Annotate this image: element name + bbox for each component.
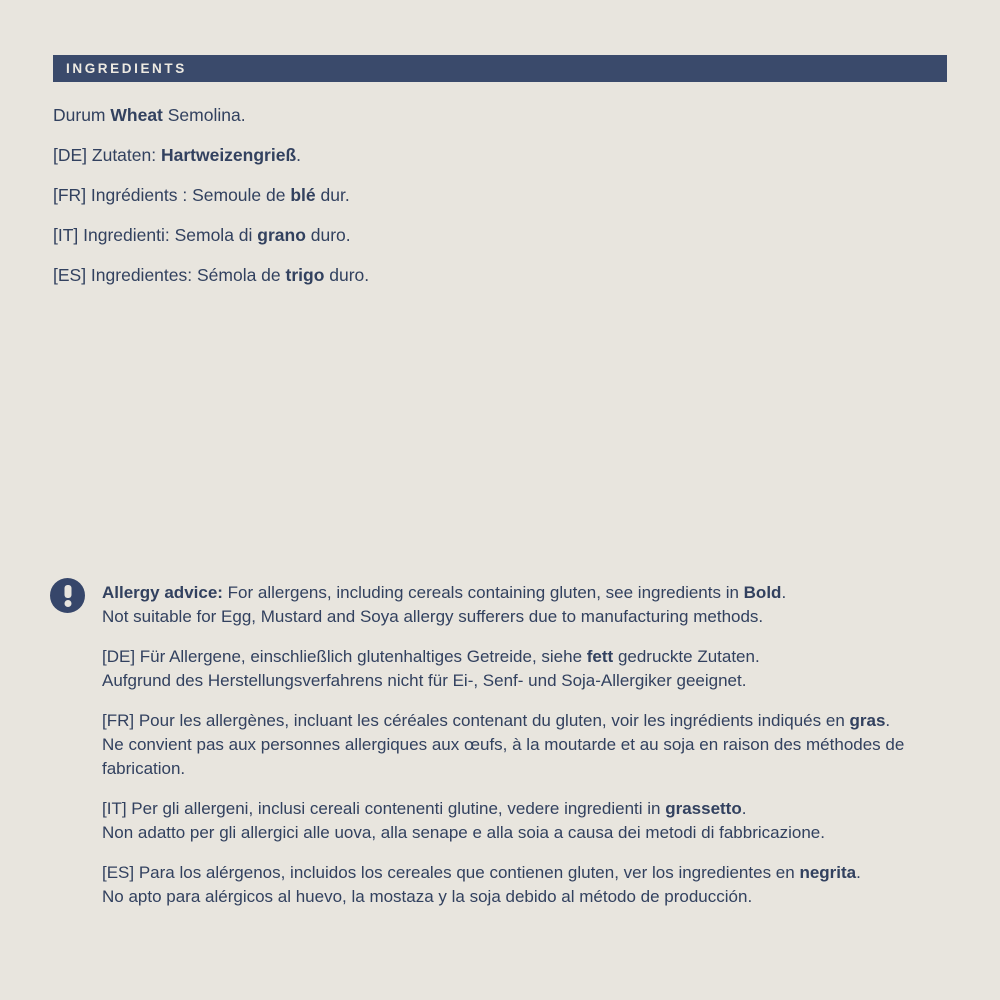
text-segment: Hartweizengrieß [160,145,297,165]
text-segment: gedruckte Zutaten. [613,647,760,666]
text-segment: Durum [53,105,111,125]
text-segment: [DE] Für Allergene, einschließlich glutenhaltiges Getreide, siehe [102,647,587,666]
text-segment: . [885,711,891,730]
ingredients-list [53,106,947,306]
text-segment: . [296,145,302,165]
allergy-line [102,821,974,845]
allergy-line [102,605,974,629]
allergy-blocks [102,578,974,925]
text-segment: dur. [315,185,350,205]
ingredient-line [53,106,947,124]
allergy-block [102,861,974,909]
text-segment: gras [849,711,886,730]
allergy-block [102,581,974,629]
text-segment: [ES] Para los alérgenos, incluidos los cereales que contienen gluten, ver los ingredientes en [102,863,800,882]
text-segment: fett [586,647,614,666]
text-segment: [IT] Per gli allergeni, inclusi cereali contenenti glutine, vedere ingredienti in [102,799,666,818]
text-segment: Wheat [110,105,163,125]
text-segment: Ne convient pas aux personnes allergiques aux œufs, à la moutarde et au soja en raison des méthodes de fabrication. [102,735,905,778]
text-segment: Bold [743,583,782,602]
text-segment: grassetto [665,799,742,818]
text-segment: No apto para alérgicos al huevo, la mostaza y la soja debido al método de producción. [102,887,753,906]
ingredient-line [53,266,947,284]
text-segment: . [781,583,787,602]
text-segment: duro. [305,225,351,245]
text-segment: duro. [324,265,370,285]
text-segment: Allergy advice: [102,583,223,602]
ingredient-line [53,226,947,244]
text-segment: blé [290,185,316,205]
text-segment: For allergens, including cereals containing gluten, see ingredients in [222,583,744,602]
allergy-line [102,709,974,733]
text-segment: [DE] Zutaten: [53,145,161,165]
allergy-line [102,581,974,605]
allergy-line [102,669,974,693]
text-segment: Not suitable for Egg, Mustard and Soya allergy sufferers due to manufacturing methods. [102,607,764,626]
text-segment: [ES] Ingredientes: Sémola de [53,265,286,285]
allergy-line [102,733,974,781]
ingredients-header-bar [53,55,947,82]
allergy-line [102,861,974,885]
ingredient-line [53,186,947,204]
exclamation-bar [64,585,71,598]
text-segment: [FR] Pour les allergènes, incluant les céréales contenant du gluten, voir les ingrédients indiqués en [102,711,850,730]
ingredient-line [53,146,947,164]
text-segment: negrita [799,863,857,882]
text-segment: Semolina. [162,105,246,125]
allergy-block [102,797,974,845]
text-segment: . [741,799,747,818]
text-segment: grano [257,225,306,245]
allergy-line [102,797,974,821]
exclamation-circle-icon [50,578,85,613]
exclamation-dot [64,600,71,607]
allergy-advice-section [50,578,974,925]
text-segment: Non adatto per gli allergici alle uova, alla senape e alla soia a causa dei metodi di fabbricazione. [102,823,825,842]
allergy-line [102,645,974,669]
allergy-line [102,885,974,909]
text-segment: trigo [285,265,325,285]
allergy-block [102,709,974,781]
text-segment: [FR] Ingrédients : Semoule de [53,185,291,205]
ingredients-header-title: INGREDIENTS [66,61,187,76]
text-segment: Aufgrund des Herstellungsverfahrens nicht für Ei-, Senf- und Soja-Allergiker geeignet. [102,671,747,690]
allergy-block [102,645,974,693]
text-segment: . [856,863,861,882]
text-segment: [IT] Ingredienti: Semola di [53,225,258,245]
